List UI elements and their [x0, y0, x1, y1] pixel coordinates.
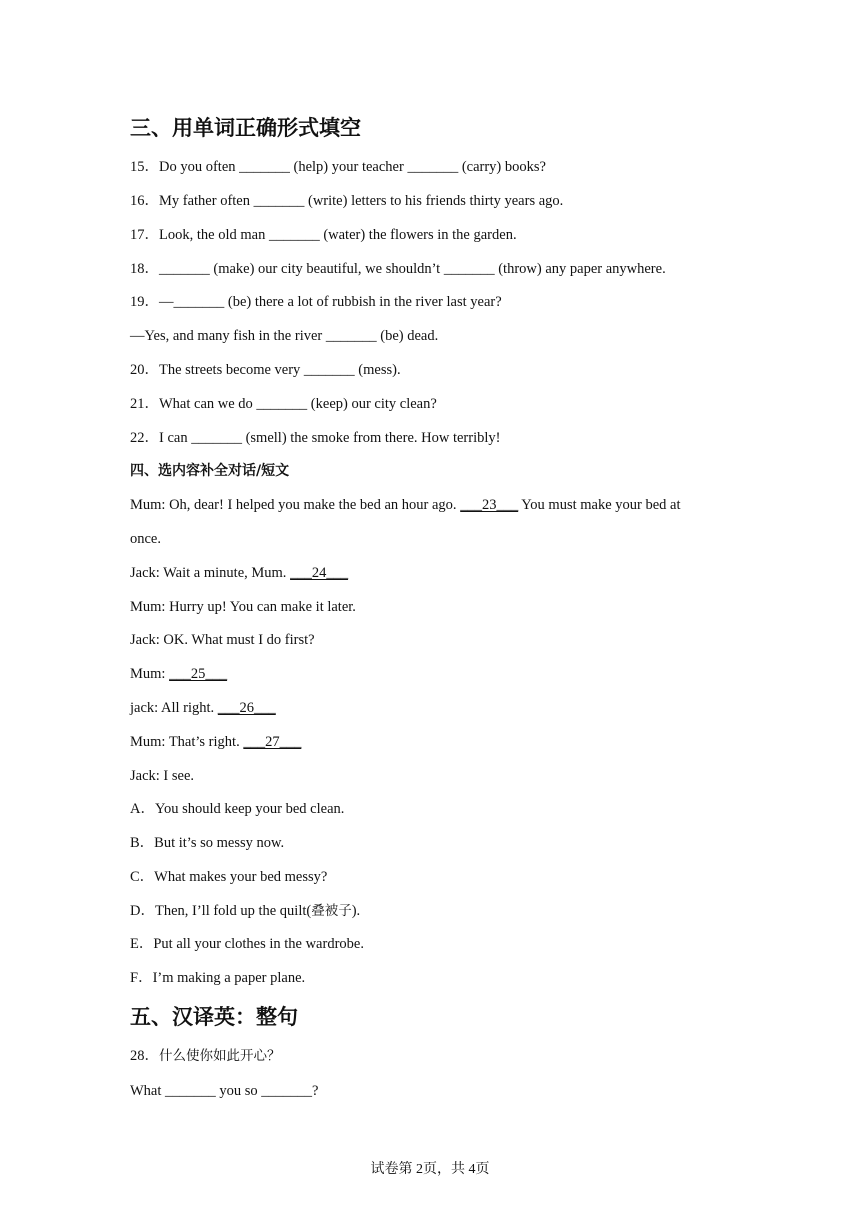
- dialog-line-3: Mum: Hurry up! You can make it later.: [130, 599, 356, 615]
- dialog-line-7: [130, 732, 820, 752]
- section-3-title: 三、用单词正确形式填空: [130, 116, 361, 140]
- option-text: ).: [351, 903, 361, 919]
- blank-27: ___27___: [243, 734, 302, 750]
- question-text: What can we do _______ (keep) our city clean?: [159, 396, 437, 412]
- dialog-line-5: [130, 664, 820, 684]
- dialog-text: jack: All right.: [130, 700, 218, 716]
- section-4-title: 四、选内容补全对话/短文: [130, 463, 290, 479]
- question-number: 22．: [130, 430, 159, 446]
- question-19: [130, 292, 820, 312]
- question-number: 17．: [130, 227, 159, 243]
- question-15: [130, 157, 820, 177]
- question-number: 15．: [130, 159, 159, 175]
- dialog-text: Mum: Oh, dear! I helped you make the bed an hour ago.: [130, 497, 461, 513]
- question-number: 19．: [130, 294, 159, 310]
- question-number: 16．: [130, 193, 159, 209]
- option-a: A．You should keep your bed clean.: [130, 801, 345, 817]
- dialog-text: Jack: Wait a minute, Mum.: [130, 565, 291, 581]
- dialog-line-1: [130, 495, 820, 515]
- option-cn-note: 叠被子: [311, 903, 352, 919]
- question-22: [130, 428, 820, 448]
- question-17: [130, 225, 820, 245]
- question-text: Look, the old man _______ (water) the flowers in the garden.: [159, 227, 517, 243]
- dialog-line-2: [130, 563, 820, 583]
- question-28: [130, 1046, 820, 1066]
- question-chinese: 什么使你如此开心？: [159, 1048, 281, 1064]
- option-f: F．I’m making a paper plane.: [130, 970, 306, 986]
- question-text: Do you often _______ (help) your teacher _______ (carry) books?: [159, 159, 546, 175]
- question-20: [130, 360, 820, 380]
- question-text: My father often _______ (write) letters to his friends thirty years ago.: [159, 193, 564, 209]
- question-number: 28．: [130, 1048, 159, 1064]
- option-c: C．What makes your bed messy?: [130, 869, 328, 885]
- question-number: 18．: [130, 261, 159, 277]
- option-d: [130, 901, 820, 921]
- blank-26: ___26___: [217, 700, 276, 716]
- question-21: [130, 394, 820, 414]
- question-19-line-2: —Yes, and many fish in the river _______ (be) dead.: [130, 328, 439, 344]
- dialog-line-1-cont: once.: [130, 531, 161, 547]
- dialog-line-4: Jack: OK. What must I do first?: [130, 632, 315, 648]
- dialog-text: Mum: That’s right.: [130, 734, 244, 750]
- blank-25: ___25___: [169, 666, 228, 682]
- dialog-line-6: [130, 698, 820, 718]
- section-5-title: 五、汉译英：整句: [130, 1005, 298, 1029]
- question-28-answer: What _______ you so _______?: [130, 1083, 319, 1099]
- question-text: _______ (make) our city beautiful, we shouldn’t _______ (throw) any paper anywhere.: [159, 261, 666, 277]
- dialog-text: You must make your bed at: [518, 497, 681, 513]
- option-b: B．But it’s so messy now.: [130, 835, 285, 851]
- page-footer: 试卷第 2页，共 4页: [370, 1162, 490, 1177]
- question-number: 20．: [130, 362, 159, 378]
- question-text: I can _______ (smell) the smoke from there. How terribly!: [159, 430, 501, 446]
- question-16: [130, 191, 820, 211]
- blank-23: ___23___: [460, 497, 519, 513]
- question-18: [130, 259, 820, 279]
- question-number: 21．: [130, 396, 159, 412]
- blank-24: ___24___: [290, 565, 349, 581]
- dialog-text: Mum:: [130, 666, 170, 682]
- dialog-line-8: Jack: I see.: [130, 768, 195, 784]
- option-text: D．Then, I’ll fold up the quilt(: [130, 903, 312, 919]
- option-e: E．Put all your clothes in the wardrobe.: [130, 936, 364, 952]
- question-text: The streets become very _______ (mess).: [159, 362, 401, 378]
- question-text: —_______ (be) there a lot of rubbish in the river last year?: [159, 294, 502, 310]
